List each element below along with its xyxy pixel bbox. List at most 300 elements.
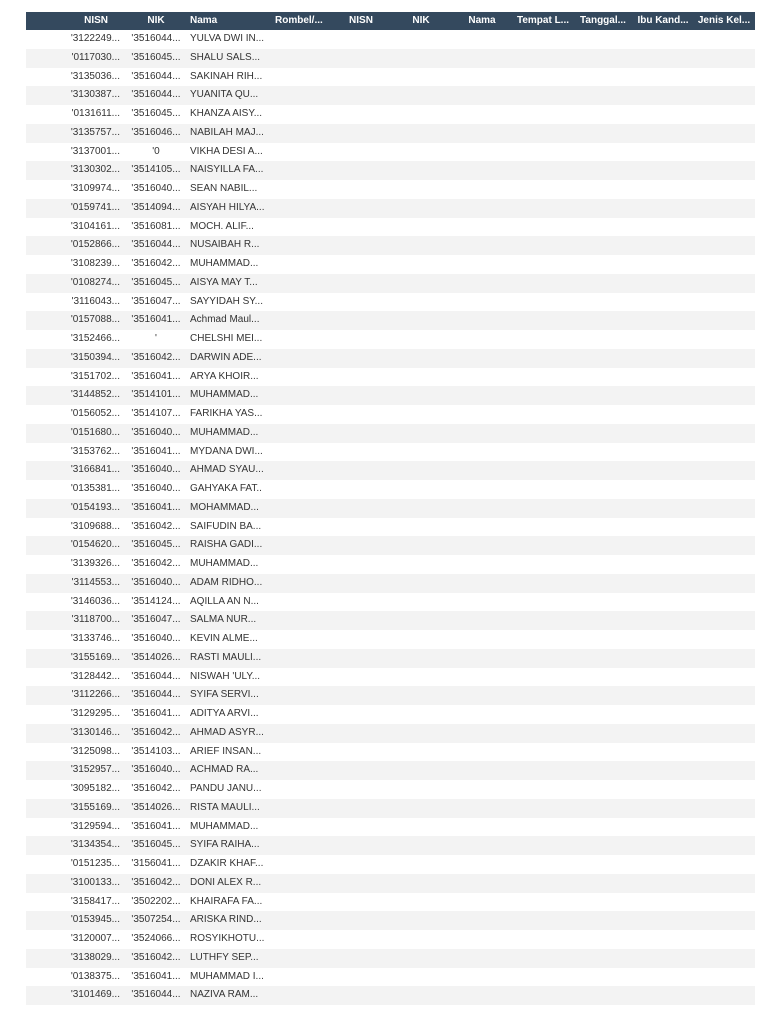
nik-cell[interactable]: '0 bbox=[152, 145, 160, 157]
rombel-cell[interactable] bbox=[271, 705, 331, 724]
tanggal-lahir-cell[interactable] bbox=[573, 368, 633, 387]
jenis-kelamin-cell[interactable] bbox=[693, 518, 755, 537]
ibu-kandung-cell[interactable] bbox=[633, 86, 693, 105]
nik-cell[interactable]: '3516040... bbox=[131, 764, 181, 776]
table-row[interactable] bbox=[26, 911, 755, 930]
nik-2-cell[interactable] bbox=[391, 349, 451, 368]
nama-cell[interactable]: GAHYAKA FAT.. bbox=[190, 483, 262, 494]
nik-2-cell[interactable] bbox=[391, 499, 451, 518]
ibu-kandung-cell[interactable] bbox=[633, 461, 693, 480]
jenis-kelamin-cell[interactable] bbox=[693, 799, 755, 818]
ibu-kandung-cell[interactable] bbox=[633, 836, 693, 855]
nisn-2-cell[interactable] bbox=[331, 30, 391, 49]
table-row[interactable] bbox=[26, 930, 755, 949]
tempat-lahir-cell[interactable] bbox=[513, 930, 573, 949]
nik-2-cell[interactable] bbox=[391, 536, 451, 555]
jenis-kelamin-cell[interactable] bbox=[693, 649, 755, 668]
ibu-kandung-cell[interactable] bbox=[633, 686, 693, 705]
nisn-cell[interactable]: '3128442... bbox=[70, 670, 120, 682]
nik-2-cell[interactable] bbox=[391, 818, 451, 837]
nisn-cell[interactable]: '0138375... bbox=[70, 970, 120, 982]
tempat-lahir-cell[interactable] bbox=[513, 255, 573, 274]
nisn-2-cell[interactable] bbox=[331, 555, 391, 574]
nisn-2-cell[interactable] bbox=[331, 236, 391, 255]
table-row[interactable] bbox=[26, 199, 755, 218]
table-row[interactable] bbox=[26, 180, 755, 199]
nisn-2-cell[interactable] bbox=[331, 611, 391, 630]
nama-cell[interactable]: ADITYA ARVI... bbox=[190, 708, 259, 719]
nisn-2-cell[interactable] bbox=[331, 911, 391, 930]
nama-2-cell[interactable] bbox=[451, 761, 513, 780]
tempat-lahir-cell[interactable] bbox=[513, 30, 573, 49]
jenis-kelamin-cell[interactable] bbox=[693, 893, 755, 912]
rombel-cell[interactable] bbox=[271, 124, 331, 143]
nisn-cell[interactable]: '3116043... bbox=[71, 295, 120, 307]
nisn-cell[interactable]: '3155169... bbox=[70, 651, 120, 663]
jenis-kelamin-cell[interactable] bbox=[693, 499, 755, 518]
nama-cell[interactable]: NABILAH MAJ... bbox=[190, 126, 264, 138]
nik-2-cell[interactable] bbox=[391, 330, 451, 349]
rombel-cell[interactable] bbox=[271, 68, 331, 87]
rombel-cell[interactable] bbox=[271, 311, 331, 330]
nik-cell[interactable]: '3516044... bbox=[131, 70, 181, 82]
tanggal-lahir-cell[interactable] bbox=[573, 630, 633, 649]
table-row[interactable] bbox=[26, 311, 755, 330]
table-row[interactable] bbox=[26, 68, 755, 87]
nik-cell[interactable]: '3516044... bbox=[131, 989, 181, 1001]
nik-cell[interactable]: '3516041... bbox=[131, 501, 181, 513]
nama-cell[interactable]: AHMAD ASYR... bbox=[190, 726, 264, 738]
nisn-2-cell[interactable] bbox=[331, 855, 391, 874]
table-row[interactable] bbox=[26, 686, 755, 705]
nik-2-cell[interactable] bbox=[391, 836, 451, 855]
nisn-2-cell[interactable] bbox=[331, 386, 391, 405]
nama-cell[interactable]: DONI ALEX R... bbox=[190, 876, 262, 888]
rombel-cell[interactable] bbox=[271, 499, 331, 518]
nisn-2-cell[interactable] bbox=[331, 518, 391, 537]
table-row[interactable] bbox=[26, 30, 755, 49]
tempat-lahir-cell[interactable] bbox=[513, 405, 573, 424]
tempat-lahir-cell[interactable] bbox=[513, 818, 573, 837]
rombel-cell[interactable] bbox=[271, 424, 331, 443]
tanggal-lahir-cell[interactable] bbox=[573, 874, 633, 893]
nisn-cell[interactable]: '3166841... bbox=[70, 464, 120, 476]
nik-2-cell[interactable] bbox=[391, 986, 451, 1005]
nisn-2-cell[interactable] bbox=[331, 780, 391, 799]
table-row[interactable] bbox=[26, 386, 755, 405]
nisn-cell[interactable]: '0153945... bbox=[70, 914, 120, 926]
jenis-kelamin-cell[interactable] bbox=[693, 461, 755, 480]
ibu-kandung-cell[interactable] bbox=[633, 330, 693, 349]
ibu-kandung-cell[interactable] bbox=[633, 705, 693, 724]
nama-cell[interactable]: MYDANA DWI... bbox=[190, 445, 263, 457]
nik-2-cell[interactable] bbox=[391, 480, 451, 499]
table-row[interactable] bbox=[26, 724, 755, 743]
nisn-cell[interactable]: '0135381... bbox=[70, 483, 120, 494]
tanggal-lahir-cell[interactable] bbox=[573, 499, 633, 518]
nisn-2-cell[interactable] bbox=[331, 874, 391, 893]
nama-cell[interactable]: NAZIVA RAM... bbox=[190, 989, 259, 1001]
table-row[interactable] bbox=[26, 349, 755, 368]
tempat-lahir-cell[interactable] bbox=[513, 368, 573, 387]
nama-cell[interactable]: Achmad Maul... bbox=[190, 314, 260, 326]
nisn-cell[interactable]: '3146036... bbox=[70, 595, 120, 607]
nik-cell[interactable]: '3516040... bbox=[131, 576, 181, 588]
column-header-nama-2[interactable]: Nama bbox=[468, 15, 496, 26]
nik-cell[interactable]: '3516045... bbox=[131, 108, 181, 119]
ibu-kandung-cell[interactable] bbox=[633, 349, 693, 368]
nama-cell[interactable]: PANDU JANU... bbox=[190, 783, 262, 794]
table-row[interactable] bbox=[26, 705, 755, 724]
rombel-cell[interactable] bbox=[271, 836, 331, 855]
nik-2-cell[interactable] bbox=[391, 68, 451, 87]
tempat-lahir-cell[interactable] bbox=[513, 124, 573, 143]
table-row[interactable] bbox=[26, 424, 755, 443]
tanggal-lahir-cell[interactable] bbox=[573, 480, 633, 499]
nama-2-cell[interactable] bbox=[451, 405, 513, 424]
table-row[interactable] bbox=[26, 218, 755, 237]
tanggal-lahir-cell[interactable] bbox=[573, 161, 633, 180]
nik-cell[interactable]: '3516042... bbox=[131, 726, 181, 738]
jenis-kelamin-cell[interactable] bbox=[693, 818, 755, 837]
nama-2-cell[interactable] bbox=[451, 893, 513, 912]
tanggal-lahir-cell[interactable] bbox=[573, 143, 633, 162]
ibu-kandung-cell[interactable] bbox=[633, 761, 693, 780]
jenis-kelamin-cell[interactable] bbox=[693, 293, 755, 312]
rombel-cell[interactable] bbox=[271, 180, 331, 199]
table-row[interactable] bbox=[26, 330, 755, 349]
jenis-kelamin-cell[interactable] bbox=[693, 986, 755, 1005]
nama-cell[interactable]: ARISKA RIND... bbox=[190, 914, 262, 926]
nama-cell[interactable]: KEVIN ALME... bbox=[190, 633, 258, 644]
nik-2-cell[interactable] bbox=[391, 799, 451, 818]
nama-2-cell[interactable] bbox=[451, 330, 513, 349]
nama-2-cell[interactable] bbox=[451, 293, 513, 312]
nisn-cell[interactable]: '0159741... bbox=[70, 201, 120, 213]
jenis-kelamin-cell[interactable] bbox=[693, 705, 755, 724]
jenis-kelamin-cell[interactable] bbox=[693, 630, 755, 649]
rombel-cell[interactable] bbox=[271, 536, 331, 555]
column-header-tempat-lahir[interactable]: Tempat L... bbox=[516, 15, 570, 26]
table-row[interactable] bbox=[26, 124, 755, 143]
rombel-cell[interactable] bbox=[271, 818, 331, 837]
nik-cell[interactable]: '3516045... bbox=[131, 539, 181, 551]
table-row[interactable] bbox=[26, 893, 755, 912]
tempat-lahir-cell[interactable] bbox=[513, 986, 573, 1005]
nisn-cell[interactable]: '3129594... bbox=[70, 820, 120, 832]
nik-2-cell[interactable] bbox=[391, 668, 451, 687]
tanggal-lahir-cell[interactable] bbox=[573, 818, 633, 837]
nisn-cell[interactable]: '3095182... bbox=[70, 783, 120, 794]
ibu-kandung-cell[interactable] bbox=[633, 818, 693, 837]
nik-cell[interactable]: '3516047... bbox=[131, 614, 181, 626]
jenis-kelamin-cell[interactable] bbox=[693, 724, 755, 743]
nik-cell[interactable]: '3516041... bbox=[131, 820, 181, 832]
nama-cell[interactable]: ROSYIKHOTU... bbox=[190, 933, 265, 944]
nama-2-cell[interactable] bbox=[451, 705, 513, 724]
jenis-kelamin-cell[interactable] bbox=[693, 255, 755, 274]
rombel-cell[interactable] bbox=[271, 368, 331, 387]
rombel-cell[interactable] bbox=[271, 799, 331, 818]
tanggal-lahir-cell[interactable] bbox=[573, 686, 633, 705]
table-row[interactable] bbox=[26, 593, 755, 612]
nisn-2-cell[interactable] bbox=[331, 461, 391, 480]
nik-2-cell[interactable] bbox=[391, 574, 451, 593]
nisn-cell[interactable]: '3130302... bbox=[70, 164, 120, 176]
nisn-2-cell[interactable] bbox=[331, 705, 391, 724]
tempat-lahir-cell[interactable] bbox=[513, 349, 573, 368]
nik-2-cell[interactable] bbox=[391, 218, 451, 237]
rombel-cell[interactable] bbox=[271, 349, 331, 368]
nisn-2-cell[interactable] bbox=[331, 799, 391, 818]
tempat-lahir-cell[interactable] bbox=[513, 480, 573, 499]
ibu-kandung-cell[interactable] bbox=[633, 855, 693, 874]
nama-cell[interactable]: VIKHA DESI A... bbox=[190, 145, 263, 157]
nama-2-cell[interactable] bbox=[451, 424, 513, 443]
nisn-cell[interactable]: '0156052... bbox=[70, 408, 120, 419]
rombel-cell[interactable] bbox=[271, 255, 331, 274]
nisn-2-cell[interactable] bbox=[331, 818, 391, 837]
nama-cell[interactable]: CHELSHI MEI... bbox=[190, 333, 263, 344]
nama-cell[interactable]: ACHMAD RA... bbox=[190, 764, 259, 776]
nik-cell[interactable]: '3502202... bbox=[131, 895, 181, 907]
tempat-lahir-cell[interactable] bbox=[513, 761, 573, 780]
nama-cell[interactable]: SYIFA SERVI... bbox=[190, 689, 259, 701]
nik-2-cell[interactable] bbox=[391, 949, 451, 968]
ibu-kandung-cell[interactable] bbox=[633, 105, 693, 124]
nisn-cell[interactable]: '0151680... bbox=[70, 426, 120, 438]
tanggal-lahir-cell[interactable] bbox=[573, 255, 633, 274]
nama-2-cell[interactable] bbox=[451, 105, 513, 124]
rombel-cell[interactable] bbox=[271, 761, 331, 780]
rombel-cell[interactable] bbox=[271, 86, 331, 105]
tanggal-lahir-cell[interactable] bbox=[573, 311, 633, 330]
nisn-cell[interactable]: '3152466... bbox=[70, 333, 120, 344]
tempat-lahir-cell[interactable] bbox=[513, 630, 573, 649]
tanggal-lahir-cell[interactable] bbox=[573, 236, 633, 255]
nama-2-cell[interactable] bbox=[451, 930, 513, 949]
rombel-cell[interactable] bbox=[271, 480, 331, 499]
rombel-cell[interactable] bbox=[271, 236, 331, 255]
nama-2-cell[interactable] bbox=[451, 949, 513, 968]
jenis-kelamin-cell[interactable] bbox=[693, 424, 755, 443]
nama-2-cell[interactable] bbox=[451, 480, 513, 499]
tempat-lahir-cell[interactable] bbox=[513, 686, 573, 705]
table-row[interactable] bbox=[26, 649, 755, 668]
rombel-cell[interactable] bbox=[271, 161, 331, 180]
nisn-2-cell[interactable] bbox=[331, 949, 391, 968]
nik-2-cell[interactable] bbox=[391, 30, 451, 49]
nik-cell[interactable]: '3516040... bbox=[131, 464, 181, 476]
nama-cell[interactable]: LUTHFY SEP... bbox=[190, 951, 259, 963]
nisn-cell[interactable]: '3138029... bbox=[70, 951, 120, 963]
tempat-lahir-cell[interactable] bbox=[513, 518, 573, 537]
nik-cell[interactable]: ' bbox=[155, 333, 157, 344]
nisn-cell[interactable]: '3158417... bbox=[70, 895, 120, 907]
tanggal-lahir-cell[interactable] bbox=[573, 518, 633, 537]
table-row[interactable] bbox=[26, 986, 755, 1005]
nik-2-cell[interactable] bbox=[391, 405, 451, 424]
nisn-cell[interactable]: '0152866... bbox=[70, 239, 120, 251]
nisn-2-cell[interactable] bbox=[331, 668, 391, 687]
column-header-rombel[interactable]: Rombel/... bbox=[275, 15, 323, 26]
table-row[interactable] bbox=[26, 405, 755, 424]
tanggal-lahir-cell[interactable] bbox=[573, 105, 633, 124]
nisn-2-cell[interactable] bbox=[331, 630, 391, 649]
nama-cell[interactable]: SHALU SALS... bbox=[190, 51, 261, 63]
nisn-cell[interactable]: '3120007... bbox=[70, 933, 120, 944]
nisn-cell[interactable]: '3125098... bbox=[70, 745, 120, 757]
rombel-cell[interactable] bbox=[271, 893, 331, 912]
tempat-lahir-cell[interactable] bbox=[513, 49, 573, 68]
ibu-kandung-cell[interactable] bbox=[633, 911, 693, 930]
nik-2-cell[interactable] bbox=[391, 49, 451, 68]
nik-2-cell[interactable] bbox=[391, 461, 451, 480]
column-header-nik[interactable]: NIK bbox=[147, 15, 165, 26]
nik-cell[interactable]: '3516041... bbox=[131, 370, 181, 382]
nisn-cell[interactable]: '3152957... bbox=[70, 764, 120, 776]
nik-cell[interactable]: '3516041... bbox=[131, 445, 181, 457]
nik-cell[interactable]: '3516042... bbox=[131, 351, 181, 363]
tempat-lahir-cell[interactable] bbox=[513, 555, 573, 574]
ibu-kandung-cell[interactable] bbox=[633, 443, 693, 462]
nama-cell[interactable]: SAYYIDAH SY... bbox=[190, 295, 263, 307]
nik-2-cell[interactable] bbox=[391, 161, 451, 180]
nik-2-cell[interactable] bbox=[391, 143, 451, 162]
table-row[interactable] bbox=[26, 949, 755, 968]
nama-cell[interactable]: DARWIN ADE... bbox=[190, 351, 262, 363]
nisn-cell[interactable]: '3118700... bbox=[71, 614, 120, 626]
nama-cell[interactable]: MUHAMMAD I... bbox=[190, 970, 264, 982]
nama-cell[interactable]: MUHAMMAD... bbox=[190, 426, 259, 438]
nik-cell[interactable]: '3516040... bbox=[131, 426, 181, 438]
nik-cell[interactable]: '3514103... bbox=[131, 745, 181, 757]
nama-2-cell[interactable] bbox=[451, 386, 513, 405]
nama-2-cell[interactable] bbox=[451, 143, 513, 162]
column-header-jenis-kelamin[interactable]: Jenis Kel... bbox=[697, 15, 751, 26]
rombel-cell[interactable] bbox=[271, 461, 331, 480]
nik-2-cell[interactable] bbox=[391, 968, 451, 987]
rombel-cell[interactable] bbox=[271, 968, 331, 987]
rombel-cell[interactable] bbox=[271, 630, 331, 649]
nama-cell[interactable]: MUHAMMAD... bbox=[190, 820, 259, 832]
tempat-lahir-cell[interactable] bbox=[513, 499, 573, 518]
nisn-2-cell[interactable] bbox=[331, 180, 391, 199]
nama-cell[interactable]: SAKINAH RIH... bbox=[190, 70, 263, 82]
ibu-kandung-cell[interactable] bbox=[633, 874, 693, 893]
tempat-lahir-cell[interactable] bbox=[513, 199, 573, 218]
nik-2-cell[interactable] bbox=[391, 124, 451, 143]
jenis-kelamin-cell[interactable] bbox=[693, 593, 755, 612]
tanggal-lahir-cell[interactable] bbox=[573, 443, 633, 462]
nama-2-cell[interactable] bbox=[451, 724, 513, 743]
table-row[interactable] bbox=[26, 799, 755, 818]
nisn-2-cell[interactable] bbox=[331, 743, 391, 762]
nama-2-cell[interactable] bbox=[451, 555, 513, 574]
nisn-cell[interactable]: '0154193... bbox=[70, 501, 120, 513]
tempat-lahir-cell[interactable] bbox=[513, 611, 573, 630]
table-row[interactable] bbox=[26, 874, 755, 893]
nisn-2-cell[interactable] bbox=[331, 686, 391, 705]
tempat-lahir-cell[interactable] bbox=[513, 180, 573, 199]
nisn-2-cell[interactable] bbox=[331, 443, 391, 462]
tanggal-lahir-cell[interactable] bbox=[573, 668, 633, 687]
tempat-lahir-cell[interactable] bbox=[513, 724, 573, 743]
nisn-2-cell[interactable] bbox=[331, 368, 391, 387]
nama-2-cell[interactable] bbox=[451, 199, 513, 218]
rombel-cell[interactable] bbox=[271, 386, 331, 405]
nama-2-cell[interactable] bbox=[451, 780, 513, 799]
tempat-lahir-cell[interactable] bbox=[513, 949, 573, 968]
jenis-kelamin-cell[interactable] bbox=[693, 30, 755, 49]
table-row[interactable] bbox=[26, 443, 755, 462]
tanggal-lahir-cell[interactable] bbox=[573, 743, 633, 762]
column-header-nisn[interactable]: NISN bbox=[84, 15, 108, 26]
nama-2-cell[interactable] bbox=[451, 518, 513, 537]
nama-2-cell[interactable] bbox=[451, 180, 513, 199]
tempat-lahir-cell[interactable] bbox=[513, 330, 573, 349]
nik-cell[interactable]: '3516040... bbox=[131, 183, 181, 194]
nama-2-cell[interactable] bbox=[451, 218, 513, 237]
nama-2-cell[interactable] bbox=[451, 986, 513, 1005]
tanggal-lahir-cell[interactable] bbox=[573, 180, 633, 199]
tempat-lahir-cell[interactable] bbox=[513, 780, 573, 799]
nisn-2-cell[interactable] bbox=[331, 893, 391, 912]
nisn-2-cell[interactable] bbox=[331, 480, 391, 499]
jenis-kelamin-cell[interactable] bbox=[693, 574, 755, 593]
nama-2-cell[interactable] bbox=[451, 86, 513, 105]
tempat-lahir-cell[interactable] bbox=[513, 911, 573, 930]
table-row[interactable] bbox=[26, 968, 755, 987]
nama-2-cell[interactable] bbox=[451, 499, 513, 518]
nisn-cell[interactable]: '0131611... bbox=[71, 108, 120, 119]
jenis-kelamin-cell[interactable] bbox=[693, 405, 755, 424]
table-row[interactable] bbox=[26, 743, 755, 762]
nik-2-cell[interactable] bbox=[391, 86, 451, 105]
nisn-2-cell[interactable] bbox=[331, 161, 391, 180]
nama-cell[interactable]: RAISHA GADI... bbox=[190, 539, 263, 551]
ibu-kandung-cell[interactable] bbox=[633, 780, 693, 799]
nik-cell[interactable]: '3507254... bbox=[131, 914, 181, 926]
nisn-cell[interactable]: '3130387... bbox=[70, 89, 120, 101]
ibu-kandung-cell[interactable] bbox=[633, 405, 693, 424]
nama-cell[interactable]: AISYA MAY T... bbox=[190, 276, 258, 288]
tanggal-lahir-cell[interactable] bbox=[573, 330, 633, 349]
rombel-cell[interactable] bbox=[271, 199, 331, 218]
rombel-cell[interactable] bbox=[271, 293, 331, 312]
nama-2-cell[interactable] bbox=[451, 630, 513, 649]
tempat-lahir-cell[interactable] bbox=[513, 274, 573, 293]
nama-cell[interactable]: DZAKIR KHAF... bbox=[190, 858, 264, 869]
nik-cell[interactable]: '3524066... bbox=[131, 933, 181, 944]
jenis-kelamin-cell[interactable] bbox=[693, 536, 755, 555]
tanggal-lahir-cell[interactable] bbox=[573, 593, 633, 612]
nisn-cell[interactable]: '3104161... bbox=[70, 220, 120, 232]
tanggal-lahir-cell[interactable] bbox=[573, 986, 633, 1005]
nama-cell[interactable]: ADAM RIDHO... bbox=[190, 576, 263, 588]
nik-cell[interactable]: '3516044... bbox=[131, 33, 181, 44]
nik-2-cell[interactable] bbox=[391, 386, 451, 405]
nama-cell[interactable]: FARIKHA YAS... bbox=[190, 408, 263, 419]
nisn-2-cell[interactable] bbox=[331, 649, 391, 668]
nama-2-cell[interactable] bbox=[451, 536, 513, 555]
table-row[interactable] bbox=[26, 499, 755, 518]
rombel-cell[interactable] bbox=[271, 30, 331, 49]
nik-cell[interactable]: '3516040... bbox=[131, 483, 181, 494]
nisn-2-cell[interactable] bbox=[331, 536, 391, 555]
nama-2-cell[interactable] bbox=[451, 349, 513, 368]
nama-2-cell[interactable] bbox=[451, 855, 513, 874]
